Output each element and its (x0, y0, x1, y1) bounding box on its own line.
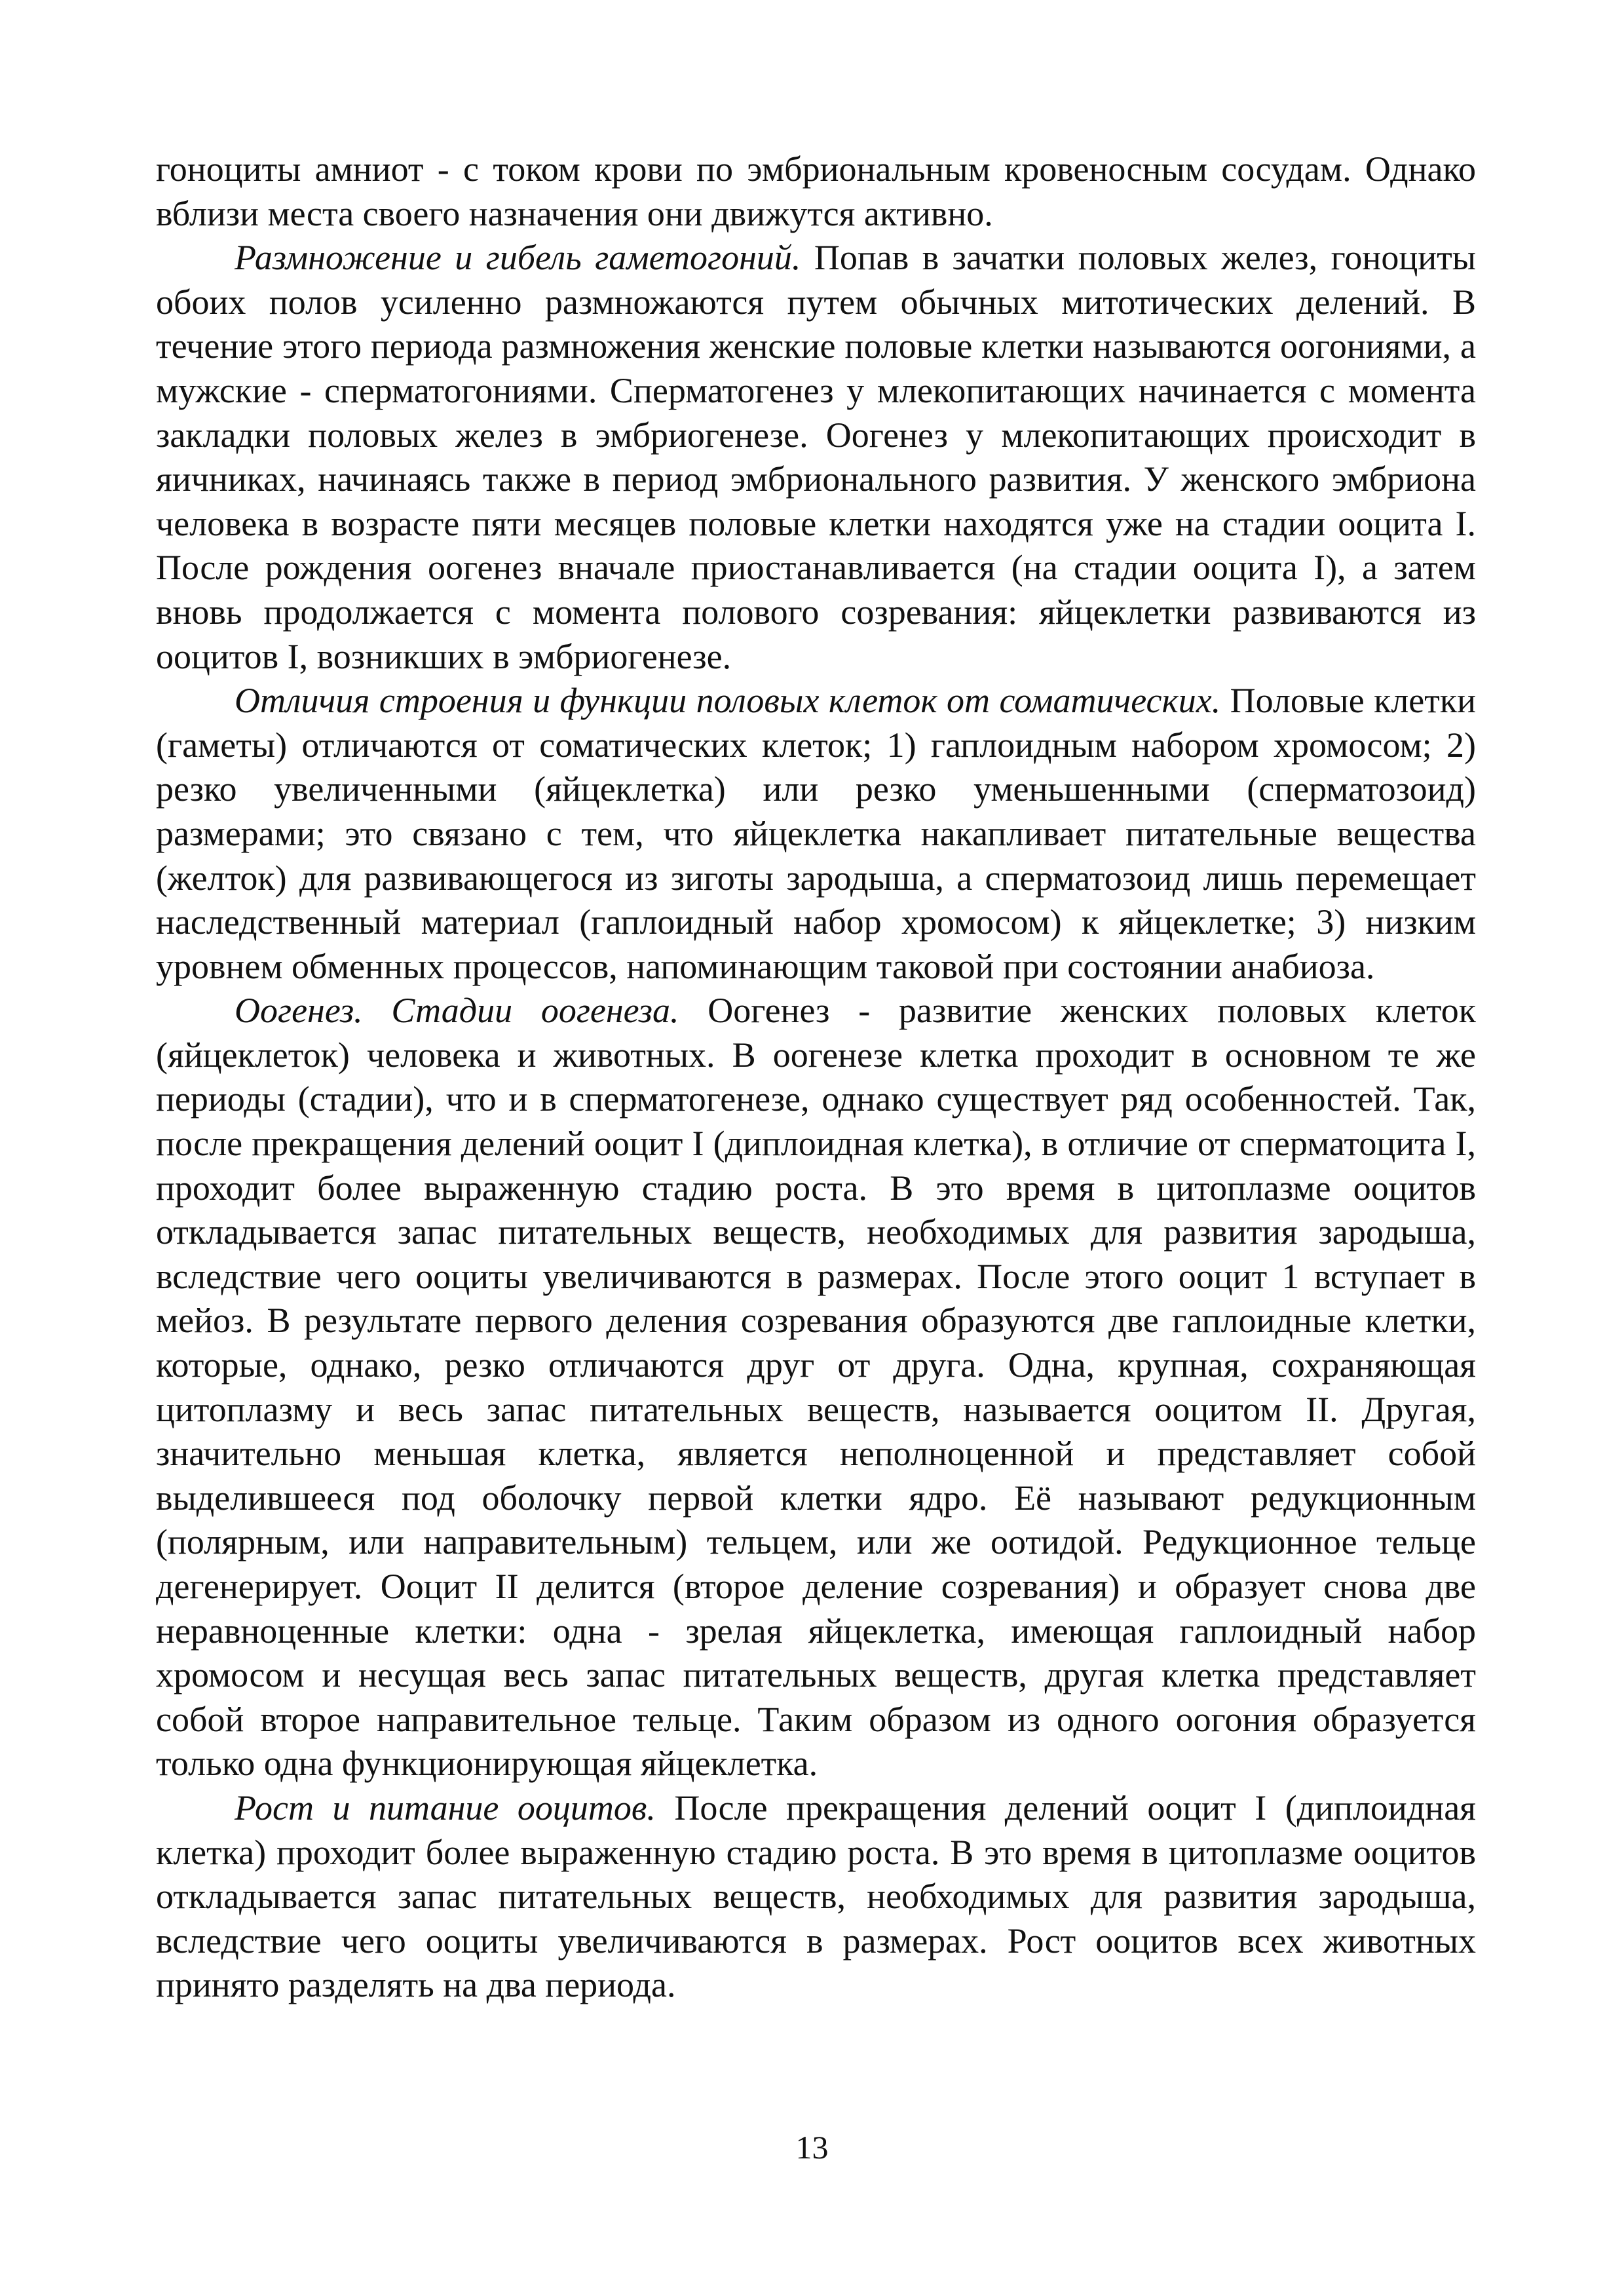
page-number: 13 (795, 2129, 829, 2166)
paragraph-heading: Отличия строения и функции половых клеток от соматических. (235, 681, 1221, 721)
paragraph-text: После прекращения делений ооцит I (диплоидная клетка) проходит более выраженную стадию роста. В это время в цитоплазме ооцитов откладывается запас питательных веществ, необходимых для развития зародыша, вследствие чего ооциты увеличиваются в размерах. Рост ооцитов всех животных принято разделять на два периода. (156, 1788, 1476, 2005)
paragraph-differences (156, 679, 1476, 989)
paragraph-text: Попав в зачатки половых желез, гоноциты обоих полов усиленно размножаются путем обычных митотических делений. В течение этого периода размножения женские половые клетки называются оогониями, а мужские - сперматогониями. Сперматогенез у млекопитающих начинается с момента закладки половых желез в эмбриогенезе. Оогенез у млекопитающих происходит в яичниках, начинаясь также в период эмбрионального развития. У женского эмбриона человека в возрасте пяти месяцев половые клетки находятся уже на стадии ооцита I. После рождения оогенез вначале приостанавливается (на стадии ооцита I), а затем вновь продолжается с момента полового созревания: яйцеклетки развиваются из ооцитов I, возникших в эмбриогенезе. (156, 238, 1476, 676)
paragraph-text: Половые клетки (гаметы) отличаются от соматических клеток; 1) гаплоидным набором хромосом; 2) резко увеличенными (яйцеклетка) или резко уменьшенными (сперматозоид) размерами; это связано с тем, что яйцеклетка накапливает питательные вещества (желток) для развивающегося из зиготы зародыша, а сперматозоид лишь перемещает наследственный материал (гаплоидный набор хромосом) к яйцеклетке; 3) низким уровнем обменных процессов, напоминающим таковой при состоянии анабиоза. (156, 681, 1476, 986)
paragraph-heading: Рост и питание ооцитов. (235, 1788, 656, 1827)
paragraph-oocyte-growth (156, 1786, 1476, 2008)
paragraph-oogenesis (156, 989, 1476, 1786)
paragraph-gametogonia (156, 236, 1476, 679)
page-body (156, 147, 1476, 2008)
paragraph-text: Оогенез - развитие женских половых клеток (яйцеклеток) человека и животных. В оогенезе клетка проходит в основном те же периоды (стадии), что и в сперматогенезе, однако существует ряд особенностей. Так, после прекращения делений ооцит I (диплоидная клетка), в отличие от сперматоцита I, проходит более выраженную стадию роста. В это время в цитоплазме ооцитов откладывается запас питательных веществ, необходимых для развития зародыша, вследствие чего ооциты увеличиваются в размерах. После этого ооцит 1 вступает в мейоз. В результате первого деления созревания образуются две гаплоидные клетки, которые, однако, резко отличаются друг от друга. Одна, крупная, сохраняющая цитоплазму и весь запас питательных веществ, называется ооцитом II. Другая, значительно меньшая клетка, является неполноценной и представляет собой выделившееся под оболочку первой клетки ядро. Её называют редукционным (полярным, или направительным) тельцем, или же оотидой. Редукционное тельце дегенерирует. Ооцит II делится (второе деление созревания) и образует снова две неравноценные клетки: одна - зрелая яйцеклетка, имеющая гаплоидный набор хромосом и несущая весь запас питательных веществ, другая клетка представляет собой второе направительное тельце. Таким образом из одного оогония образуется только одна функционирующая яйцеклетка. (156, 991, 1476, 1784)
paragraph-heading: Оогенез. Стадии оогенеза. (235, 991, 679, 1031)
paragraph-heading: Размножение и гибель гаметогоний. (235, 238, 801, 278)
paragraph-continuation (156, 147, 1476, 236)
paragraph-text: гоноциты амниот - с током крови по эмбриональным кровеносным сосудам. Однако вблизи места своего назначения они движутся активно. (156, 149, 1476, 233)
